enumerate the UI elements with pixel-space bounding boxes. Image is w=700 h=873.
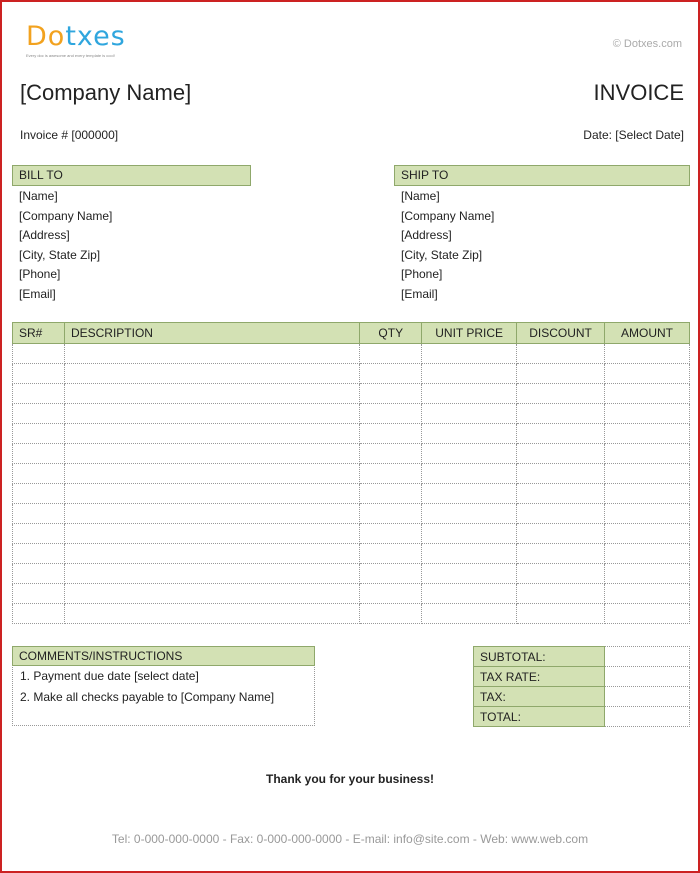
table-cell[interactable] [64,424,359,444]
table-cell[interactable] [605,484,690,504]
logo-letters-txes: txes [65,21,126,52]
logo-tagline: Every doc is awesome and every template is cool! [26,53,115,58]
contact-footer: Tel: 0-000-000-0000 - Fax: 0-000-000-0000 - E-mail: info@site.com - Web: www.web.com [111,832,589,846]
column-header-description: DESCRIPTION [64,323,359,344]
table-cell[interactable] [13,564,65,584]
column-header-discount: DISCOUNT [517,323,605,344]
table-cell[interactable] [422,424,517,444]
table-cell[interactable] [13,544,65,564]
table-row [13,524,690,544]
bill-to-company[interactable]: [Company Name] [19,208,113,223]
table-row [13,464,690,484]
table-cell[interactable] [13,424,65,444]
table-cell[interactable] [422,444,517,464]
invoice-date[interactable]: Date: [Select Date] [583,128,684,142]
table-cell[interactable] [13,604,65,624]
table-cell[interactable] [605,424,690,444]
table-row [13,444,690,464]
table-row [13,544,690,564]
table-cell[interactable] [13,584,65,604]
table-cell[interactable] [422,344,517,364]
table-cell[interactable] [360,524,422,544]
table-row [13,344,690,364]
table-row [13,364,690,384]
table-cell[interactable] [64,464,359,484]
table-row [13,384,690,404]
table-cell[interactable] [64,404,359,424]
ship-to-city[interactable]: [City, State Zip] [401,247,483,262]
table-cell[interactable] [13,344,65,364]
logo-letter-o: o [47,21,66,52]
table-cell[interactable] [422,604,517,624]
table-cell[interactable] [360,384,422,404]
table-cell[interactable] [13,384,65,404]
table-cell[interactable] [517,524,605,544]
table-row [13,404,690,424]
table-cell[interactable] [13,484,65,504]
ship-to-name[interactable]: [Name] [401,189,440,203]
table-cell[interactable] [517,544,605,564]
totals-row-total [474,707,690,727]
table-cell[interactable] [360,604,422,624]
company-name[interactable]: [Company Name] [20,80,192,105]
table-row [13,564,690,584]
table-cell[interactable] [422,544,517,564]
table-cell[interactable] [13,364,65,384]
thank-you-note: Thank you for your business! [265,772,435,786]
table-cell[interactable] [605,444,690,464]
table-cell[interactable] [64,384,359,404]
table-cell[interactable] [64,504,359,524]
table-cell[interactable] [605,384,690,404]
comment-payment-due[interactable]: 1. Payment due date [select date] [20,669,199,683]
table-cell[interactable] [64,604,359,624]
tax-rate-label: TAX RATE: [474,667,605,687]
ship-to-address [401,187,494,304]
table-cell[interactable] [360,404,422,424]
logo-letter-d: D [26,21,48,52]
bill-to-city[interactable]: [City, State Zip] [19,247,101,262]
brand-logo [26,22,126,58]
table-cell[interactable] [605,584,690,604]
table-row [13,604,690,624]
ship-to-address-line[interactable]: [Address] [401,228,452,242]
ship-to-header: SHIP TO [394,165,690,186]
bill-to-name[interactable]: [Name] [19,189,58,203]
table-cell[interactable] [64,584,359,604]
table-row [13,484,690,504]
table-cell[interactable] [605,344,690,364]
table-cell[interactable] [13,524,65,544]
table-cell[interactable] [64,524,359,544]
table-cell[interactable] [360,364,422,384]
table-cell[interactable] [422,564,517,584]
bill-to-address [19,187,112,304]
table-cell[interactable] [422,384,517,404]
column-header-amount: AMOUNT [605,323,690,344]
table-cell[interactable] [517,564,605,584]
line-items-header-row [13,323,690,344]
invoice-title: INVOICE [593,80,684,105]
totals-row-tax-rate [474,667,690,687]
tax-label: TAX: [474,687,605,707]
table-cell[interactable] [64,444,359,464]
totals-table [473,646,690,727]
table-cell[interactable] [422,484,517,504]
line-items-table [12,322,690,624]
table-cell[interactable] [64,544,359,564]
totals-row-tax [474,687,690,707]
table-cell[interactable] [64,344,359,364]
table-cell[interactable] [605,524,690,544]
comment-checks-payable[interactable]: 2. Make all checks payable to [Company Name] [20,690,275,704]
table-cell[interactable] [517,504,605,524]
table-cell[interactable] [422,524,517,544]
ship-to-email[interactable]: [Email] [401,286,438,301]
table-cell[interactable] [517,604,605,624]
table-cell[interactable] [13,444,65,464]
table-cell[interactable] [605,364,690,384]
table-row [13,424,690,444]
subtotal-value[interactable] [605,647,690,667]
table-cell[interactable] [360,564,422,584]
tax-rate-value[interactable] [605,667,690,687]
table-cell[interactable] [605,604,690,624]
invoice-number[interactable]: Invoice # [000000] [20,128,119,142]
table-row [13,584,690,604]
comments-header: COMMENTS/INSTRUCTIONS [12,646,315,666]
bill-to-address-line[interactable]: [Address] [19,228,70,242]
table-cell[interactable] [360,504,422,524]
total-label: TOTAL: [474,707,605,727]
table-cell[interactable] [422,464,517,484]
table-cell[interactable] [517,344,605,364]
table-cell[interactable] [605,464,690,484]
column-header-sr: SR# [13,323,65,344]
table-cell[interactable] [64,484,359,504]
table-cell[interactable] [605,544,690,564]
table-cell[interactable] [422,504,517,524]
table-cell[interactable] [360,424,422,444]
table-cell[interactable] [422,404,517,424]
ship-to-company[interactable]: [Company Name] [401,208,495,223]
table-cell[interactable] [422,584,517,604]
bill-to-header: BILL TO [12,165,251,186]
table-row [13,504,690,524]
bill-to-email[interactable]: [Email] [19,286,56,301]
table-cell[interactable] [360,584,422,604]
table-cell[interactable] [517,364,605,384]
subtotal-label: SUBTOTAL: [474,647,605,667]
table-cell[interactable] [517,484,605,504]
table-cell[interactable] [360,444,422,464]
total-value[interactable] [605,707,690,727]
table-cell[interactable] [517,384,605,404]
column-header-unit-price: UNIT PRICE [422,323,517,344]
copyright-notice: © Dotxes.com [612,38,682,50]
table-cell[interactable] [360,484,422,504]
tax-value[interactable] [605,687,690,707]
table-cell[interactable] [605,404,690,424]
table-cell[interactable] [517,464,605,484]
table-cell[interactable] [360,344,422,364]
table-cell[interactable] [13,504,65,524]
bill-to-phone[interactable]: [Phone] [19,267,61,281]
table-cell[interactable] [605,564,690,584]
ship-to-phone[interactable]: [Phone] [401,267,443,281]
column-header-qty: QTY [360,323,422,344]
table-cell[interactable] [360,544,422,564]
table-cell[interactable] [517,444,605,464]
table-cell[interactable] [64,364,359,384]
table-cell[interactable] [605,504,690,524]
table-cell[interactable] [517,424,605,444]
table-cell[interactable] [360,464,422,484]
totals-row-subtotal [474,647,690,667]
comments-box [12,646,315,726]
table-cell[interactable] [64,564,359,584]
table-cell[interactable] [13,404,65,424]
table-cell[interactable] [517,584,605,604]
table-cell[interactable] [517,404,605,424]
table-cell[interactable] [422,364,517,384]
table-cell[interactable] [13,464,65,484]
